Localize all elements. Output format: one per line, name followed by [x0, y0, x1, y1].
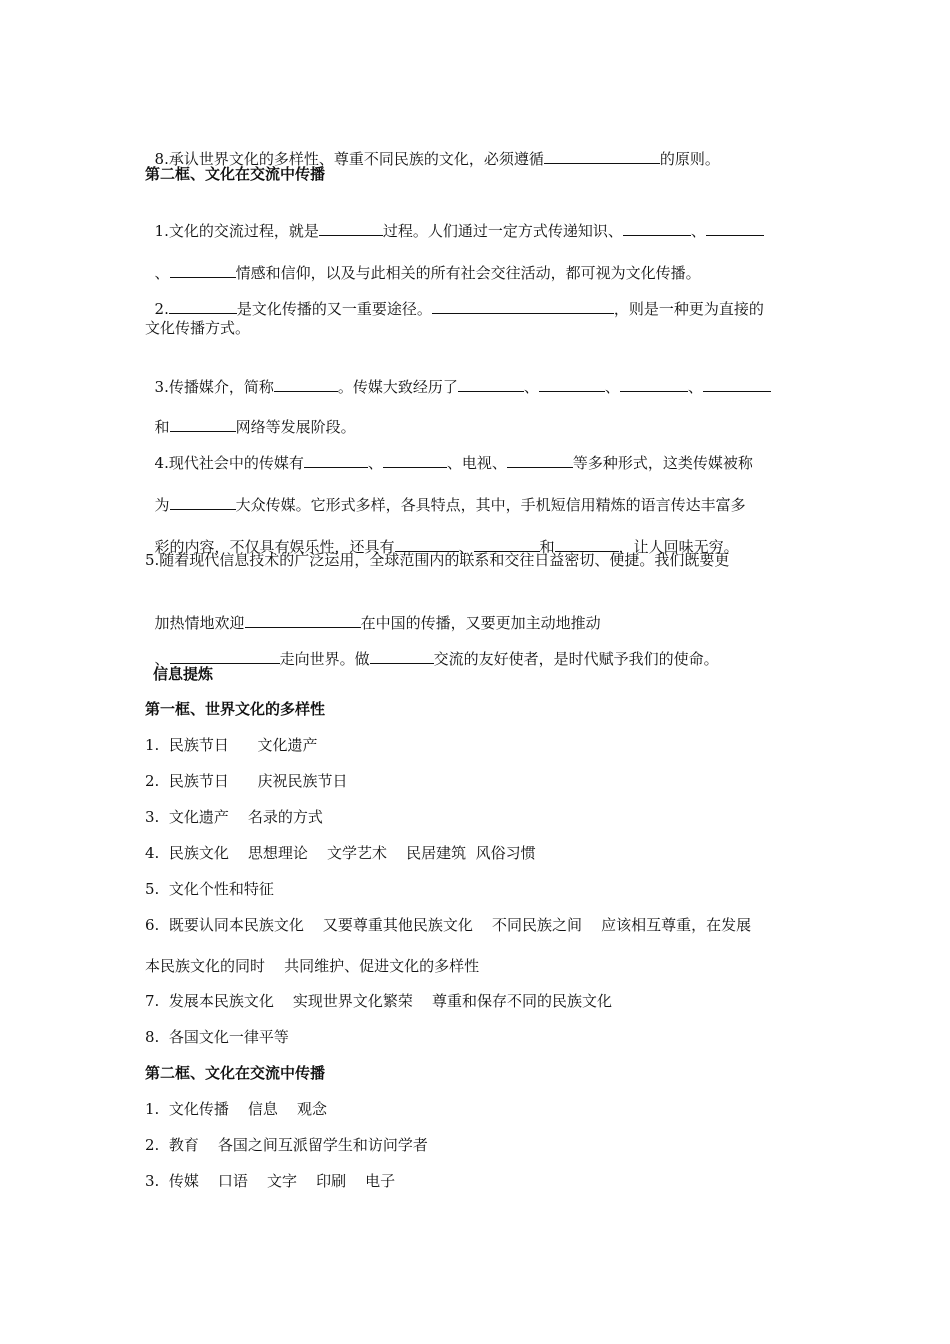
info-item: 本民族文化的同时 共同维护、促进文化的多样性 — [145, 957, 480, 975]
question-5: 5.随着现代信息技术的广泛运用，全球范围内的联系和交往日益密切、便捷。我们既要更 — [145, 551, 730, 569]
question-4: 4.现代社会中的传媒有 、 、电视、 等多种形式，这类传媒被称 — [154, 454, 753, 472]
answer-blank[interactable] — [170, 416, 236, 432]
answer-blank[interactable] — [169, 298, 237, 314]
info-item: 4. 民族文化 思想理论 文学艺术 民居建筑 风俗习惯 — [145, 844, 536, 862]
info-item: 6. 既要认同本民族文化 又要尊重其他民族文化 不同民族之间 应该相互尊重，在发展 — [145, 916, 752, 934]
question-4-cont2: 彩的内容，不仅具有娱乐性，还具有 、 和 ，让人回味无穷。 — [154, 538, 739, 556]
info-item: 1. 民族节日 文化遗产 — [145, 736, 318, 754]
info-item: 3. 传媒 口语 文字 印刷 电子 — [145, 1172, 396, 1190]
question-8: 8.承认世界文化的多样性、尊重不同民族的文化，必须遵循 的原则。 — [154, 150, 720, 168]
question-4-cont: 为 大众传媒。它形式多样，各具特点，其中，手机短信用精炼的语言传达丰富多 — [154, 496, 746, 514]
answer-blank[interactable] — [304, 452, 368, 468]
answer-blank[interactable] — [458, 376, 524, 392]
question-1-cont: 、 情感和信仰，以及与此相关的所有社会交往活动，都可视为文化传播。 — [154, 264, 701, 282]
info-item: 2. 教育 各国之间互派留学生和访问学者 — [145, 1136, 428, 1154]
answer-blank[interactable] — [170, 648, 280, 664]
question-1: 1.文化的交流过程，就是 过程。人们通过一定方式传递知识、 、 — [145, 200, 764, 241]
info-item: 8. 各国文化一律平等 — [145, 1028, 289, 1046]
info-item: 1. 文化传播 信息 观念 — [145, 1100, 327, 1118]
question-2: 2. 是文化传播的又一重要途径。 ，则是一种更为直接的 — [154, 300, 764, 318]
answer-blank[interactable] — [539, 376, 605, 392]
answer-blank[interactable] — [370, 648, 434, 664]
answer-blank[interactable] — [706, 220, 764, 236]
answer-blank[interactable] — [507, 452, 573, 468]
section-heading: 第二框、文化在交流中传播 — [145, 165, 326, 183]
answer-blank[interactable] — [274, 376, 338, 392]
info-section2-title: 第二框、文化在交流中传播 — [145, 1064, 326, 1082]
question-3: 3.传播媒介，简称 。传媒大致经历了 、 、 、 — [145, 356, 771, 397]
answer-blank[interactable] — [170, 494, 236, 510]
answer-blank[interactable] — [544, 148, 660, 164]
answer-blank[interactable] — [432, 298, 614, 314]
info-section1-title: 第一框、世界文化的多样性 — [145, 700, 326, 718]
question-5-cont: 加热情地欢迎 在中国的传播，又要更加主动地推动 — [154, 614, 601, 632]
info-title: 信息提炼 — [153, 665, 214, 683]
question-2-cont: 文化传播方式。 — [145, 319, 251, 337]
answer-blank[interactable] — [170, 262, 236, 278]
question-5-cont2: 、 走向世界。做 交流的友好使者，是时代赋予我们的使命。 — [154, 650, 719, 668]
info-item: 2. 民族节日 庆祝民族节日 — [145, 772, 348, 790]
answer-blank[interactable] — [245, 612, 361, 628]
question-3-cont: 和 网络等发展阶段。 — [154, 418, 356, 436]
info-item: 5. 文化个性和特征 — [145, 880, 274, 898]
answer-blank[interactable] — [383, 452, 447, 468]
answer-blank[interactable] — [703, 376, 771, 392]
answer-blank[interactable] — [319, 220, 383, 236]
info-item: 7. 发展本民族文化 实现世界文化繁荣 尊重和保存不同的民族文化 — [145, 992, 612, 1010]
answer-blank[interactable] — [620, 376, 688, 392]
answer-blank[interactable] — [623, 220, 691, 236]
info-item: 3. 文化遗产 名录的方式 — [145, 808, 323, 826]
